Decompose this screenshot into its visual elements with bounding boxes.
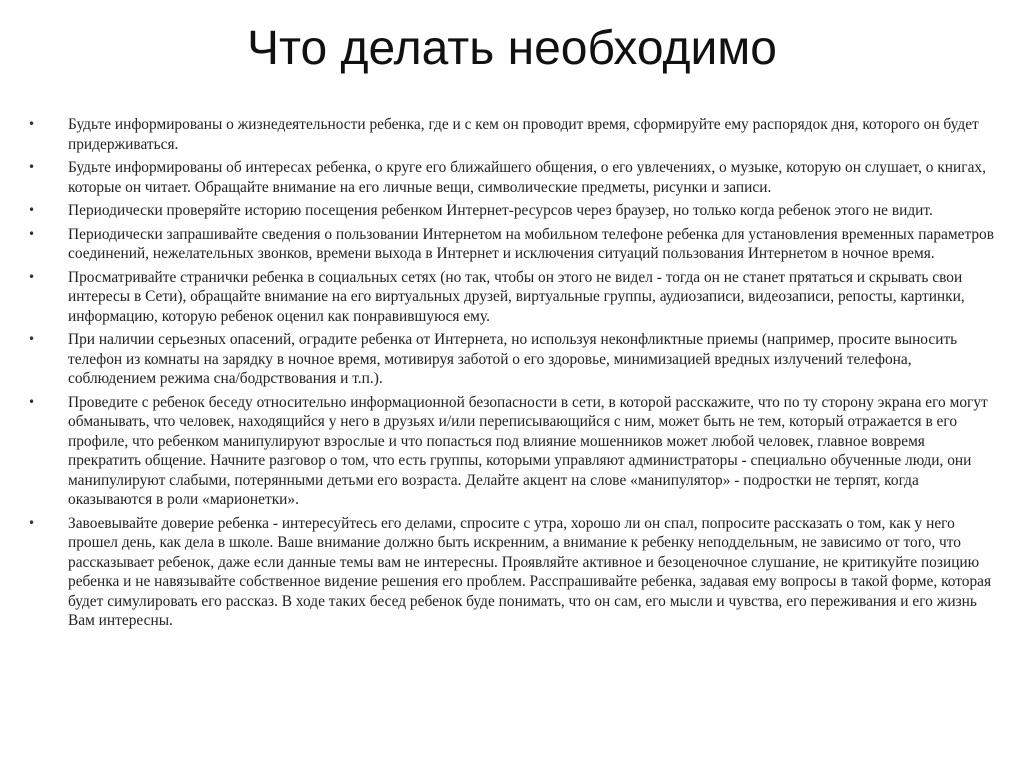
bullet-text: При наличии серьезных опасений, оградите ребенка от Интернета, но используя неконфликтные приемы (например, просите выносить телефон из комнаты на зарядку в ночное время, мотивируя заботой о его здоровье, минимизацией вредных излучений телефона, соблюдением режима сна/бодрствования и т.п.). <box>68 331 958 387</box>
bullet-dot-icon: • <box>28 394 36 409</box>
bullet-dot-icon: • <box>28 117 36 131</box>
bullet-item <box>28 393 998 510</box>
bullet-item <box>28 158 998 197</box>
bullet-text: Просматривайте странички ребенка в социальных сетях (но так, чтобы он этого не видел - тогда он не станет прятаться и скрывать свои интересы в Сети), обращайте внимание на его виртуальных друзей, виртуальные группы, аудиозаписи, видеозаписи, репосты, картинки, информацию, которую ребенок оценил как понравившуюся ему. <box>68 268 965 325</box>
bullet-item <box>28 330 998 389</box>
bullet-item <box>28 268 998 327</box>
bullet-dot-icon: • <box>28 226 36 241</box>
bullet-text: Завоевывайте доверие ребенка - интересуйтесь его делами, спросите с утра, хорошо ли он спал, попросите рассказать о том, как у него прошел день, как дела в школе. Ваше внимание должно быть искренним, а внимание к ребенку неподдельным, не зависимо от того, что рассказывает ребенок, даже если данные темы вам не интересны. Проявляйте активное и безоценочное слушание, не критикуйте позицию ребенка и не навязывайте собственное видение решения его проблем. Расспрашивайте ребенка, задавая ему вопросы в такой форме, которая будет симулировать его рассказ. В ходе таких бесед ребенок буде понимать, что он сам, его мысли и чувства, его переживания и его жизнь Вам интересны. <box>68 514 992 629</box>
bullet-item <box>28 115 998 154</box>
bullet-text: Проведите с ребенок беседу относительно информационной безопасности в сети, в которой расскажите, что по ту сторону экрана его могут обманывать, что человек, находящийся у него в друзьях и/или переписывающийся с ним, может быть не тем, который отражается в его профиле, что ребенком манипулируют взрослые и что попасться под влияние мошенников может любой человек, главное вовремя прекратить общение. Начните разговор о том, что есть группы, которыми управляют администраторы - специально обученные люди, они манипулируют слабыми, потерянными детьми его возраста. Делайте акцент на слове «манипулятор» - подростки не терпят, когда оказываются в роли «марионетки». <box>68 393 988 508</box>
slide-title: Что делать необходимо <box>247 22 777 75</box>
bullet-item <box>28 225 998 264</box>
bullet-dot-icon: • <box>28 203 36 217</box>
bullet-text: Периодически проверяйте историю посещения ребенком Интернет-ресурсов через браузер, но только когда ребенок этого не видит. <box>68 202 933 219</box>
bullet-text: Будьте информированы о жизнедеятельности ребенка, где и с кем он проводит время, сформируйте ему распорядок дня, которого он будет придерживаться. <box>68 116 979 153</box>
bullet-dot-icon: • <box>28 160 36 174</box>
bullet-dot-icon: • <box>28 515 36 530</box>
bullet-item <box>28 201 998 221</box>
bullet-dot-icon: • <box>28 332 36 346</box>
bullet-list <box>28 115 998 635</box>
bullet-item <box>28 514 998 631</box>
bullet-dot-icon: • <box>28 269 36 284</box>
bullet-text: Периодически запрашивайте сведения о пользовании Интернетом на мобильном телефоне ребенка для установления временных параметров соединений, нежелательных звонков, времени выхода в Интернет и исключения ситуаций пользования Интернетом в ночное время. <box>68 225 995 262</box>
bullet-text: Будьте информированы об интересах ребенка, о круге его ближайшего общения, о его увлечениях, о музыке, которую он слушает, о книгах, которые он читает. Обращайте внимание на его личные вещи, символические предметы, рисунки и записи. <box>68 159 986 196</box>
